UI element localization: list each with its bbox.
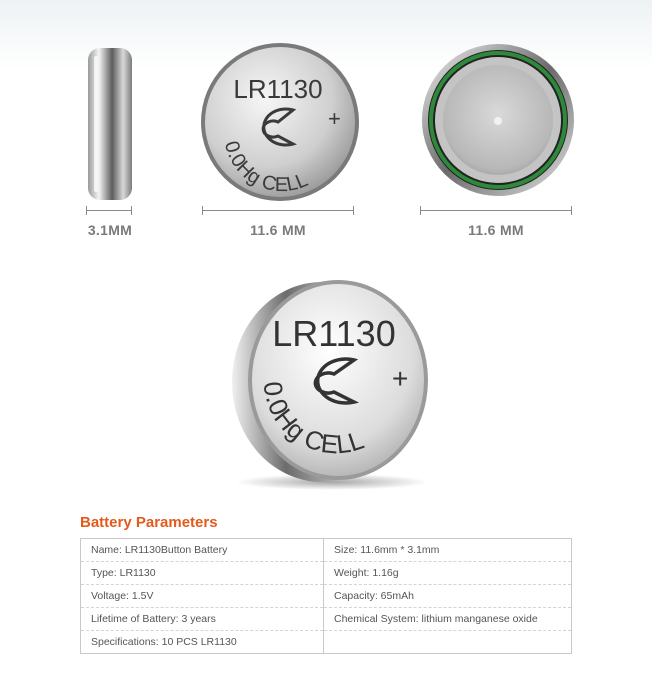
parameters-table xyxy=(80,538,572,654)
param-empty xyxy=(324,631,572,654)
table-row xyxy=(81,562,572,585)
table-row xyxy=(81,631,572,654)
section-title: Battery Parameters xyxy=(80,514,218,531)
param-voltage: Voltage: 1.5V xyxy=(81,585,324,608)
param-specifications: Specifications: 10 PCS LR1130 xyxy=(81,631,324,654)
battery-back-view xyxy=(418,40,578,200)
hero-cell-text: 0.0Hg CELL xyxy=(257,379,368,460)
front-dimension-line xyxy=(202,210,354,211)
param-name: Name: LR1130Button Battery xyxy=(81,539,324,562)
table-row xyxy=(81,585,572,608)
front-cell-text: 0.0Hg CELL xyxy=(219,138,312,197)
param-lifetime: Lifetime of Battery: 3 years xyxy=(81,608,324,631)
back-dimension-line xyxy=(420,210,572,211)
param-weight: Weight: 1.16g xyxy=(324,562,572,585)
table-row xyxy=(81,608,572,631)
back-dimension-label: 11.6 MM xyxy=(468,222,524,238)
table-row xyxy=(81,539,572,562)
param-type: Type: LR1130 xyxy=(81,562,324,585)
battery-front-view xyxy=(198,40,362,204)
side-dimension-line xyxy=(86,210,132,211)
hero-model-text: LR1130 xyxy=(272,313,396,354)
front-model-text: LR1130 xyxy=(233,74,323,104)
battery-hero-view xyxy=(222,274,436,492)
param-chemical-system: Chemical System: lithium manganese oxide xyxy=(324,608,572,631)
side-dimension-label: 3.1MM xyxy=(87,222,133,238)
battery-side-view xyxy=(80,44,140,204)
param-size: Size: 11.6mm * 3.1mm xyxy=(324,539,572,562)
front-plus-text: + xyxy=(328,106,341,131)
param-capacity: Capacity: 65mAh xyxy=(324,585,572,608)
front-dimension-label: 11.6 MM xyxy=(250,222,306,238)
hero-plus-text: + xyxy=(392,363,409,394)
